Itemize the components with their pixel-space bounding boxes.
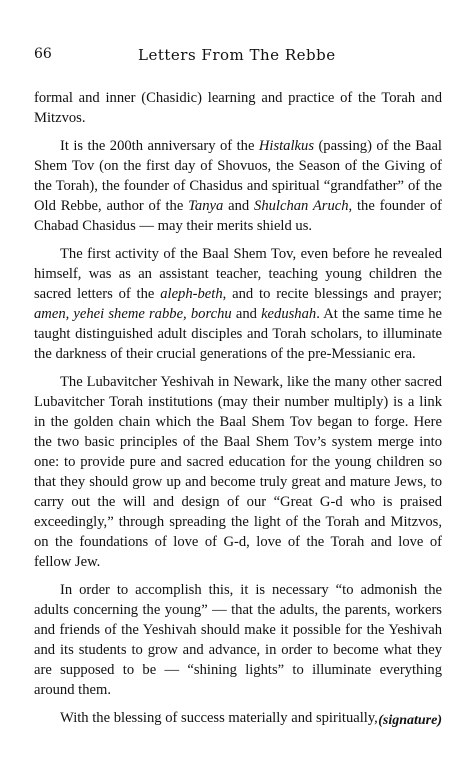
italic-term: Shulchan Aruch [254,198,349,214]
letter-body [34,88,442,736]
text-run: and [223,198,255,214]
italic-term: Tanya [188,198,224,214]
text-run: , and to recite blessings and prayer; [222,286,442,302]
signature-note: (signature) [378,713,442,728]
text-run: . At the same time he taught distinguished adult disciples and Torah scholars, to illuminate the darkness of their crucial generations of the pre-Messianic era. [34,306,442,362]
text-run: , the founder of Chabad Chasidus — may their merits shield us. [34,198,442,234]
page-number: 66 [34,46,52,62]
paragraph-3 [34,244,442,364]
italic-term: Histalkus [258,138,314,154]
text-run: The Lubavitcher Yeshivah in Newark, like the many other sacred Lubavitcher Torah institutions (may their number multiply) is a link in the golden chain which the Baal Shem Tov began to forge. Here the two basic principles of the Baal Shem Tov’s system merge into one: to provide pure and sacred education for the young children so that they should grow up and become truly great and mature Jews, to carry out the will and design of our “Great G-d who is praised exceedingly,” through spreading the light of the Torah and Mitzvos, on the foundations of love of G-d, love of the Torah and love of fellow Jew. [34,374,442,570]
text-run: With the blessing of success materially and spiritually, [60,710,378,726]
paragraph-1 [34,88,442,128]
italic-term: aleph-beth [160,286,223,302]
text-run: In order to accomplish this, it is necessary “to admonish the adults concerning the young” — that the adults, the parents, workers and friends of the Yeshivah should make it possible for the Yeshivah and its students to grow and advance, in order to become what they are supposed to be — “shining lights” to illuminate everything around them. [34,582,442,698]
running-title: Letters From The Rebbe [138,46,336,64]
paragraph-2 [34,136,442,236]
italic-term: amen, yehei sheme rabbe, borchu [34,306,232,322]
paragraph-5 [34,580,442,700]
italic-term: kedushah [261,306,317,322]
text-run: and [231,306,262,322]
text-run: It is the 200th anniversary of the [60,138,259,154]
paragraph-4 [34,372,442,572]
text-run: The first activity of the Baal Shem Tov, even before he revealed himself, was as an assistant teacher, teaching young children the sacred letters of the [34,246,442,302]
text-run: formal and inner (Chasidic) learning and practice of the Torah and Mitzvos. [34,90,442,126]
text-run: (passing) of the Baal Shem Tov (on the first day of Shovuos, the Season of the Giving of the Torah), the founder of Chasidus and spiritual “grandfather” of the Old Rebbe, author of the [34,138,442,214]
page-header [34,46,444,70]
